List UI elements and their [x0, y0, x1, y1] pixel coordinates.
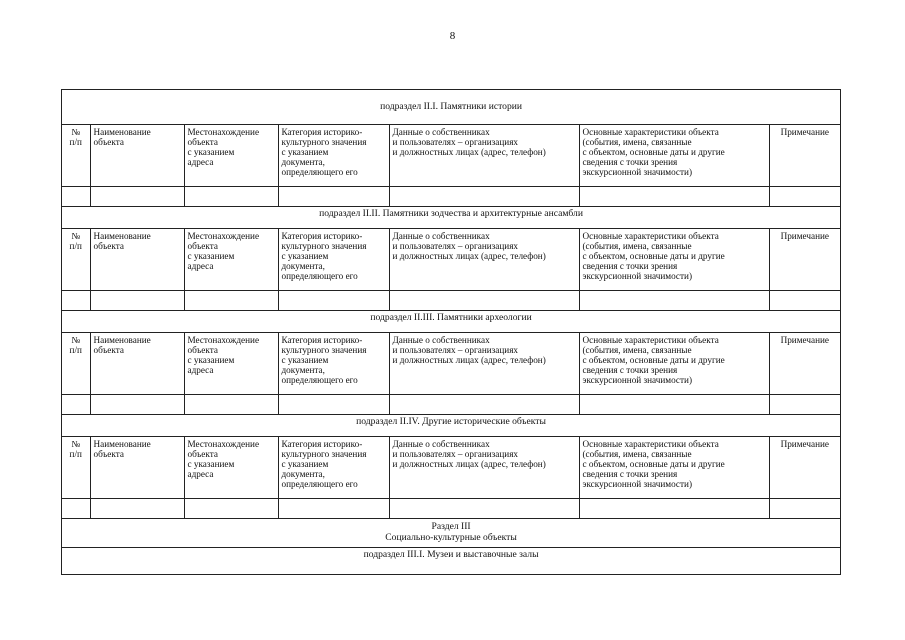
col-header-no: № п/п: [62, 333, 90, 395]
empty-cell[interactable]: [579, 187, 769, 207]
col-header-no: № п/п: [62, 125, 90, 187]
col-header-note: Примечание: [769, 125, 840, 187]
col-header-note: Примечание: [769, 333, 840, 395]
empty-entry-row: [62, 291, 840, 311]
empty-entry-row: [62, 395, 840, 415]
empty-cell[interactable]: [90, 187, 184, 207]
col-header-note: Примечание: [769, 229, 840, 291]
col-header-location: Местонахождение объекта с указанием адреса: [184, 229, 278, 291]
empty-cell[interactable]: [184, 187, 278, 207]
col-header-category: Категория историко- культурного значения с указанием документа, определяющего его: [278, 333, 389, 395]
registry-table: [62, 90, 840, 575]
empty-cell[interactable]: [769, 291, 840, 311]
section-heading: [62, 519, 840, 548]
table-header-row: [62, 437, 840, 499]
col-header-category: Категория историко- культурного значения с указанием документа, определяющего его: [278, 229, 389, 291]
empty-cell[interactable]: [278, 291, 389, 311]
empty-cell[interactable]: [278, 395, 389, 415]
empty-cell[interactable]: [389, 499, 579, 519]
col-header-name: Наименование объекта: [90, 229, 184, 291]
empty-cell[interactable]: [769, 499, 840, 519]
col-header-owners: Данные о собственниках и пользователях – организациях и должностных лицах (адрес, телефон): [389, 229, 579, 291]
empty-cell[interactable]: [62, 187, 90, 207]
col-header-location: Местонахождение объекта с указанием адреса: [184, 125, 278, 187]
registry-form: [61, 89, 841, 575]
col-header-owners: Данные о собственниках и пользователях – организациях и должностных лицах (адрес, телефон): [389, 437, 579, 499]
page-number: 8: [449, 30, 456, 42]
col-header-owners: Данные о собственниках и пользователях – организациях и должностных лицах (адрес, телефон): [389, 125, 579, 187]
empty-cell[interactable]: [62, 291, 90, 311]
table-header-row: [62, 229, 840, 291]
empty-cell[interactable]: [90, 499, 184, 519]
col-header-location: Местонахождение объекта с указанием адреса: [184, 437, 278, 499]
col-header-location: Местонахождение объекта с указанием адреса: [184, 333, 278, 395]
empty-cell[interactable]: [62, 395, 90, 415]
section-title: Раздел III: [431, 521, 471, 532]
subsection-title: подраздел II.IV. Другие исторические объекты: [62, 415, 840, 437]
subsection-title: подраздел II.III. Памятники археологии: [62, 311, 840, 333]
empty-cell[interactable]: [90, 395, 184, 415]
empty-cell[interactable]: [579, 395, 769, 415]
empty-entry-row: [62, 187, 840, 207]
subsection-title: подраздел II.I. Памятники истории: [62, 90, 840, 125]
col-header-name: Наименование объекта: [90, 437, 184, 499]
empty-cell[interactable]: [278, 187, 389, 207]
table-header-row: [62, 333, 840, 395]
empty-cell[interactable]: [184, 395, 278, 415]
empty-cell[interactable]: [389, 395, 579, 415]
col-header-name: Наименование объекта: [90, 125, 184, 187]
empty-entry-row: [62, 499, 840, 519]
empty-cell[interactable]: [184, 499, 278, 519]
col-header-features: Основные характеристики объекта (события, имена, связанные с объектом, основные даты и другие сведения с точки зрения экскурсионной значимости): [579, 437, 769, 499]
col-header-no: № п/п: [62, 437, 90, 499]
col-header-name: Наименование объекта: [90, 333, 184, 395]
subsection-title: подраздел III.I. Музеи и выставочные залы: [62, 548, 840, 575]
col-header-features: Основные характеристики объекта (события, имена, связанные с объектом, основные даты и другие сведения с точки зрения экскурсионной значимости): [579, 333, 769, 395]
empty-cell[interactable]: [769, 395, 840, 415]
empty-cell[interactable]: [389, 187, 579, 207]
col-header-owners: Данные о собственниках и пользователях – организациях и должностных лицах (адрес, телефон): [389, 333, 579, 395]
col-header-category: Категория историко- культурного значения с указанием документа, определяющего его: [278, 437, 389, 499]
empty-cell[interactable]: [769, 187, 840, 207]
empty-cell[interactable]: [90, 291, 184, 311]
empty-cell[interactable]: [278, 499, 389, 519]
empty-cell[interactable]: [389, 291, 579, 311]
col-header-note: Примечание: [769, 437, 840, 499]
col-header-features: Основные характеристики объекта (события, имена, связанные с объектом, основные даты и другие сведения с точки зрения экскурсионной значимости): [579, 125, 769, 187]
col-header-no: № п/п: [62, 229, 90, 291]
empty-cell[interactable]: [62, 499, 90, 519]
empty-cell[interactable]: [579, 291, 769, 311]
empty-cell[interactable]: [579, 499, 769, 519]
subsection-title: подраздел II.II. Памятники зодчества и архитектурные ансамбли: [62, 207, 840, 229]
section-subtitle: Социально-культурные объекты: [385, 532, 517, 543]
table-header-row: [62, 125, 840, 187]
empty-cell[interactable]: [184, 291, 278, 311]
col-header-features: Основные характеристики объекта (события, имена, связанные с объектом, основные даты и другие сведения с точки зрения экскурсионной значимости): [579, 229, 769, 291]
col-header-category: Категория историко- культурного значения с указанием документа, определяющего его: [278, 125, 389, 187]
